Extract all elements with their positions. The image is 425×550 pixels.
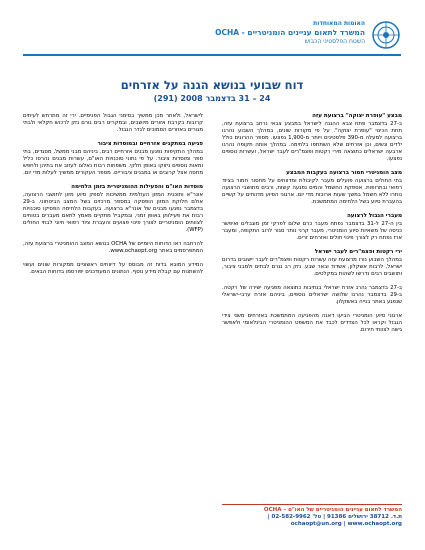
section-heading: מבצע "עופרת יצוקה" ברצועת עזה	[312, 113, 402, 119]
left-column	[23, 113, 203, 283]
section	[23, 113, 203, 134]
footer	[222, 504, 402, 528]
section-heading: ירי רקטות ופצמ"רים לעבר ישראל	[314, 249, 402, 255]
org-un: האומות המאוחדות	[313, 20, 365, 27]
report-title: דוח שבועי בנושא הגנה על אזרחים	[120, 78, 304, 92]
section-text: לישראל, ולאחר מכן ממשיך בסימני הגבול הפנימיים. ירי זה מתרחש לעיתים קרובות בקרבת אזורים מיושבים, ובמקרים רבים גורם נזק לרכוש חקלאי ולבתי מגורים באזורים הסמוכים לגדר הגבול.	[23, 113, 203, 133]
organization-block	[215, 20, 365, 46]
footer-contact[interactable]: ת.ד. 38712 ירושלים 91386 | טל' 02-582-9962 | ochaopt@un.org | www.ochaopt.org	[267, 514, 402, 527]
section-text: ארגוני סיוע הומניטרי הביעו דאגה מהפגיעה המתמשכת באזרחים משני צידי הגבול וקראו לכל הצדדים לכבד את המשפט ההומניטרי הבינלאומי ולאפשר גישה לצוותי חירום.	[222, 313, 402, 333]
section-text: ב-27 בדצמבר נהרג אזרח ישראלי בנתיבות כתוצאה מפגיעה ישירה של רקטה. ב-29 בדצמבר נהרגו שלושה ישראלים נוספים, ביניהם אזרח ערבי-ישראלי שנפגע באתר בנייה באשקלון.	[222, 285, 402, 305]
section	[222, 170, 402, 206]
un-emblem-icon	[371, 20, 401, 50]
section-text: במהלך התקיפות נפגעו מבנים אזרחיים רבים, ביניהם מבני ממשל, מסגדים, בתי ספר ומוסדות ציבור. על פי נתוני סוכנויות האו"ם, עשרות מבנים נהרסו כליל ומאות נוספים ניזוקו באופן חלקי. משפחות רבות נאלצו לעזוב את בתיהן ולחפש מחסה אצל קרובים או במבנים ציבוריים. מספר העקורים ממשיך לעלות מדי יום.	[23, 149, 203, 176]
section-text: בין ה-27 ל-31 בדצמבר נפתח מעבר כרם שלום לפרקי זמן מוגבלים ואיפשר כניסה של משאיות סיוע הומניטרי. מעבר קרני נותר סגור לרוב התקופה, ומעבר ארז נפתח רק לצורך פינוי חולים ואזרחים זרים.	[222, 221, 402, 241]
section-text: המידע המובא בדוח זה מבוסס על דיווחים ראשוניים ממקורות שונים ועשוי להשתנות עם קבלת מידע נוסף. הנתונים המעודכנים יפורסמו בדוחות הבאים.	[23, 262, 203, 275]
section-text: במהלך השבוע נורו מרצועת עזה עשרות רקטות ופצמ"רים לעבר יישובים בדרום ישראל, לרבות אשקלון, אשדוד ובאר שבע. נזק רב נגרם לבתים ולמבני ציבור, ותושבים רבים נדרשו לשהות במקלטים.	[222, 257, 402, 277]
org-office: השטח הפלסטיני הכבוש	[304, 38, 365, 45]
section-heading: מוסדות האו"ם והפעילות ההומניטרית בזמן הלחימה	[71, 184, 203, 190]
section	[222, 213, 402, 242]
section-heading: מעברי הגבול לרצועה	[346, 213, 402, 219]
section-heading: מצב הומניטרי חמור ברצועה בעקבות המבצע	[286, 170, 402, 176]
section	[23, 262, 203, 276]
section	[23, 241, 203, 255]
section-text: אונר"א ותוכנית המזון העולמית ממשיכות לספק סיוע מזון לתושבי הרצועה, אולם חלוקת המזון הופסקה במספר מרכזים בשל המצב הביטחוני. ב-29 בדצמבר נפגעו מבנים של אונר"א ברצועה. בעקבות הלחימה הפסיקו סוכנויות רבות את פעילותן באופן זמני, ובמקביל מתקיים מאמץ לתאם מעברים בטוחים לצוותים הומניטריים לצורך פינוי פצועים והעברת ציוד רפואי חיוני לבתי החולים (WFP).	[23, 192, 203, 233]
section-text: ב-27 בדצמבר פתח צבא ההגנה לישראל במבצע צבאי נרחב ברצועת עזה, תחת הכינוי "עופרת יצוקה". על פי מקורות שונים, במהלך השבוע נהרגו ברצועה למעלה מ-390 פלסטינים ויותר מ-1,900 נפצעו. מספר ההרוגים כולל ילדים ונשים, וכן אזרחים שלא השתתפו בלחימה. במהלך אותה תקופה נהרגו ארבעה ישראלים כתוצאה מירי רקטות ופצמ"רים לעבר ישראל, ועשרות נוספים נפצעו.	[222, 121, 402, 162]
section	[222, 249, 402, 278]
footer-divider	[222, 504, 402, 505]
footer-org: המשרד לתאום עניינים הומניטריים של האו"ם – OCHA	[263, 507, 402, 513]
section	[222, 285, 402, 306]
section	[222, 313, 402, 334]
report-subtitle: 24 – 31 בדצמבר 2008 (291)	[153, 94, 271, 103]
section-text: להרחבה ראו הדוחות היומיים של OCHA בנושא המצב ההומניטרי ברצועת עזה, המתפרסמים באתר www.ochaopt.org.	[23, 241, 203, 254]
header-divider	[23, 54, 401, 56]
right-column	[222, 113, 402, 341]
section	[23, 141, 203, 177]
section-text: בתי החולים ברצועה פועלים מעבר לקיבולת ומדווחים על מחסור חמור בציוד רפואי ובתרופות. אספקת החשמל והמים נפגעה קשות, ורבים מתושבי הרצועה נותרו ללא חשמל במשך שעות ארוכות מדי יום. ארגוני הסיוע מדווחים על קשיים בהעברת סיוע בשל הלחימה המתמשכת.	[222, 178, 402, 205]
header	[23, 20, 401, 52]
section	[222, 113, 402, 163]
section-heading: פגיעה במתקנים אזרחיים ובמוסדות ציבור	[97, 141, 203, 147]
org-ocha: המשרד לתאום עניינים הומניטריים - OCHA	[215, 28, 365, 37]
section	[23, 184, 203, 234]
